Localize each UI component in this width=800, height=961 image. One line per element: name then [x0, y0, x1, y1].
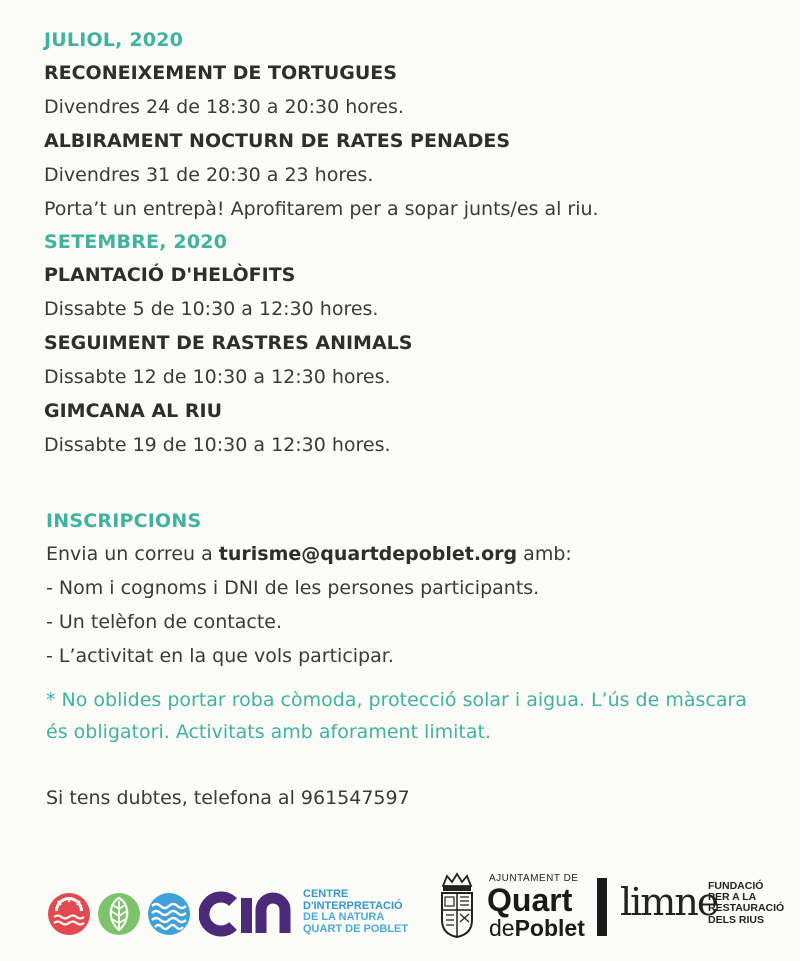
event-extra: Porta’t un entrepà! Aprofitarem per a sopar junts/es al riu. — [44, 198, 599, 220]
fundacio-line: FUNDACIÓ — [708, 880, 764, 892]
event-title: PLANTACIÓ D'HELÒFITS — [44, 264, 296, 286]
limne-wordmark: limne — [620, 880, 718, 924]
sun-water-icon — [46, 891, 92, 937]
event-time: Divendres 24 de 18:30 a 20:30 hores. — [44, 96, 404, 118]
event-title: SEGUIMENT DE RASTRES ANIMALS — [44, 332, 413, 354]
registration-intro-suffix: amb: — [517, 543, 572, 565]
registration-item: - Nom i cognoms i DNI de les persones participants. — [46, 577, 540, 599]
event-time: Dissabte 5 de 10:30 a 12:30 hores. — [44, 298, 379, 320]
event-title: RECONEIXEMENT DE TORTUGUES — [44, 62, 397, 84]
cin-line: CENTRE — [303, 888, 349, 900]
event-time: Divendres 31 de 20:30 a 23 hores. — [44, 164, 374, 186]
registration-intro-prefix: Envia un correu a — [46, 543, 219, 565]
registration-section — [46, 505, 572, 673]
cin-line: QUART DE POBLET — [303, 922, 409, 935]
ajuntament-poblet: Poblet — [514, 915, 585, 941]
fundacio-line: RESTAURACIÓ — [708, 902, 785, 915]
contact-line: Si tens dubtes, telefona al 961547597 — [46, 787, 410, 809]
month-heading-september: SETEMBRE, 2020 — [44, 231, 228, 253]
schedule — [44, 24, 599, 462]
fundacio-text — [708, 881, 784, 926]
ajuntament-label: AJUNTAMENT DE — [489, 873, 579, 884]
registration-item: - L’activitat en la que vols participar. — [46, 645, 394, 667]
registration-email-link[interactable]: turisme@quartdepoblet.org — [218, 543, 518, 565]
cin-line: D'INTERPRETACIÓ — [303, 899, 403, 912]
ajuntament-quart: Quart — [487, 882, 573, 918]
fundacio-divider-bar — [597, 878, 607, 936]
registration-intro — [46, 537, 572, 571]
registration-item: - Un telèfon de contacte. — [46, 611, 283, 633]
cin-wordmark-logo — [199, 888, 297, 938]
month-heading-july: JULIOL, 2020 — [44, 29, 184, 51]
fundacio-line: PER A LA — [708, 891, 757, 904]
event-time: Dissabte 12 de 10:30 a 12:30 hores. — [44, 366, 391, 388]
cin-line: DE LA NATURA — [303, 911, 385, 923]
ajuntament-de-poblet — [489, 915, 585, 942]
safety-note: * No oblides portar roba còmoda, protecció solar i aigua. L’ús de màscara és obligatori. Activitats amb aforament limitat. — [46, 689, 747, 743]
ajuntament-de: de — [489, 915, 515, 941]
waves-icon — [146, 891, 192, 937]
event-time: Dissabte 19 de 10:30 a 12:30 hores. — [44, 434, 391, 456]
fundacio-line: DELS RIUS — [708, 913, 765, 926]
coat-of-arms-logo — [437, 870, 477, 940]
cin-logo-text — [303, 889, 408, 935]
registration-heading: INSCRIPCIONS — [46, 510, 202, 532]
event-title: ALBIRAMENT NOCTURN DE RATES PENADES — [44, 130, 511, 152]
leaf-icon — [96, 891, 142, 937]
event-title: GIMCANA AL RIU — [44, 400, 222, 422]
